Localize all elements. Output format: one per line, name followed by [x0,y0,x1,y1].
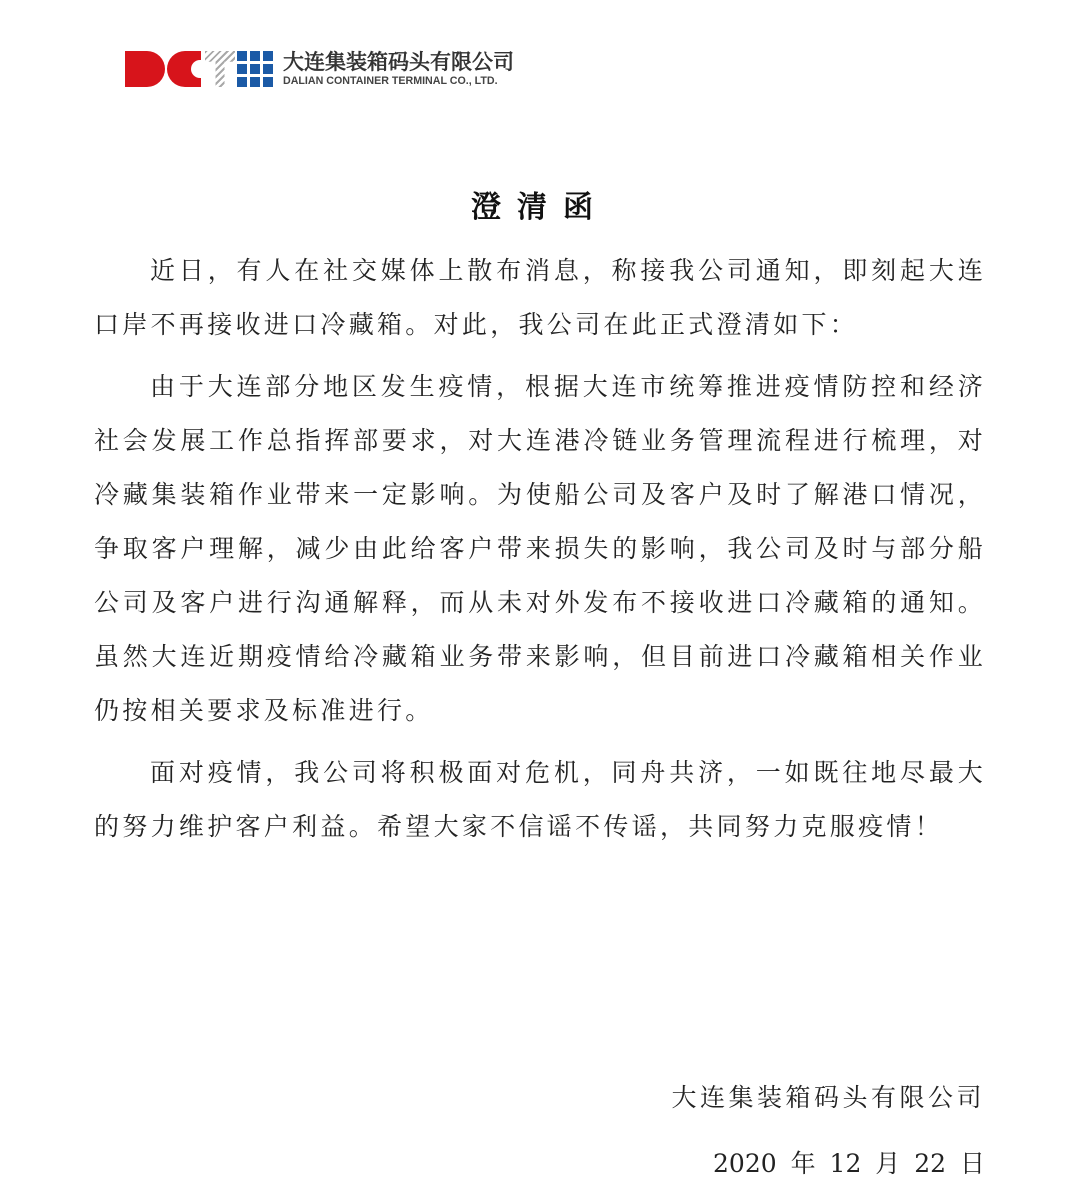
logo-container-grid-icon [237,51,273,87]
company-name-en: DALIAN CONTAINER TERMINAL CO., LTD. [283,74,498,87]
company-logo [125,48,514,90]
company-name-cn: 大连集装箱码头有限公司 [283,49,514,74]
signature-date: 2020 年 12 月 22 日 [713,1149,985,1178]
logo-c-shape [167,51,201,87]
paragraph-3: 面对疫情，我公司将积极面对危机，同舟共济，一如既往地尽最大的努力维护客户利益。希望大家不信谣不传谣，共同努力克服疫情！ [94,758,986,841]
signature-company: 大连集装箱码头有限公司 [671,1083,985,1112]
logo-text [283,51,514,88]
logo-d-shape [125,51,165,87]
paragraph-2: 由于大连部分地区发生疫情，根据大连市统筹推进疫情防控和经济社会发展工作总指挥部要求，对大连港冷链业务管理流程进行梳理，对冷藏集装箱作业带来一定影响。为使船公司及客户及时了解港口情况，争取客户理解，减少由此给客户带来损失的影响，我公司及时与部分船公司及客户进行沟通解释，而从未对外发布不接收进口冷藏箱的通知。虽然大连近期疫情给冷藏箱业务带来影响，但目前进口冷藏箱相关作业仍按相关要求及标准进行。 [94,372,986,725]
document-title: 澄清函 [471,190,609,225]
dct-logo-mark-icon [125,50,273,88]
logo-t-hatched-shape [205,51,235,87]
document-body [94,244,986,862]
paragraph-1: 近日，有人在社交媒体上散布消息，称接我公司通知，即刻起大连口岸不再接收进口冷藏箱。对此，我公司在此正式澄清如下： [94,256,986,339]
